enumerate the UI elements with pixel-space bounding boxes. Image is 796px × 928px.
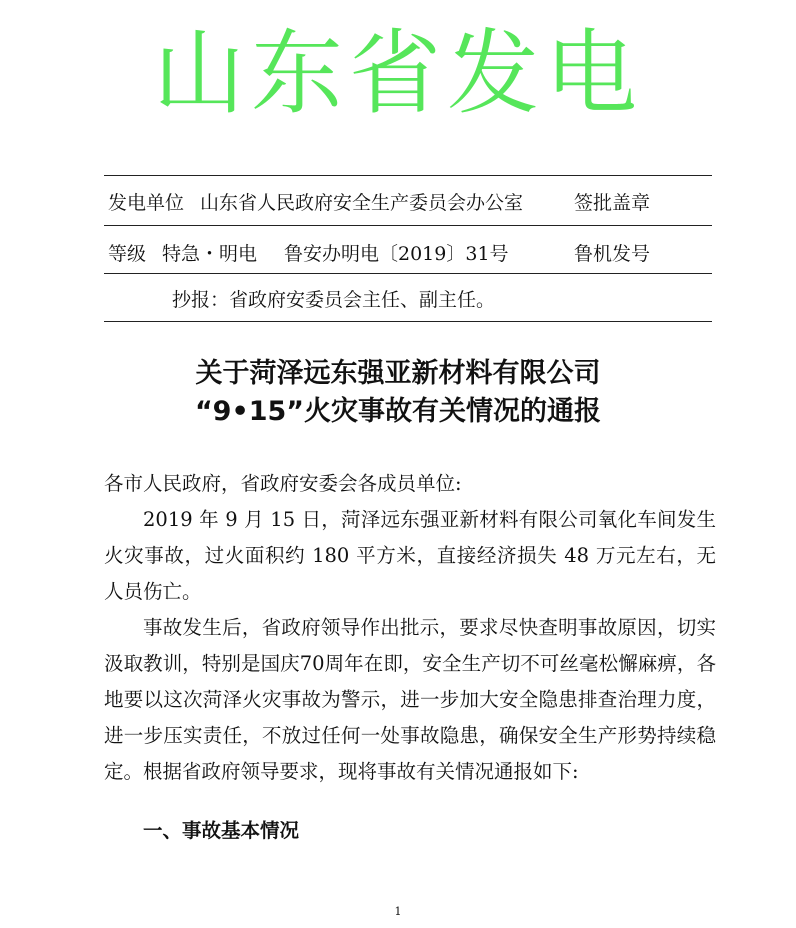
sender-label: 发电单位 [108,192,185,214]
header-rule-bottom [104,321,712,322]
section-heading: 一、事故基本情况 [143,819,300,842]
page-number: 1 [394,905,402,918]
document-body [104,466,716,790]
cc-text: 抄报：省政府安委员会主任、副主任。 [172,289,496,311]
salutation: 各市人民政府，省政府安委会各成员单位: [104,472,462,495]
body-paragraph-1: 2019 年 9 月 15 日，菏泽远东强亚新材料有限公司氧化车间发生火灾事故，过火面积约 180 平方米，直接经济损失 48 万元左右，无人员伤亡。 [104,508,716,603]
approval-label: 签批盖章 [574,192,651,214]
body-paragraph-2: 事故发生后，省政府领导作出批示，要求尽快查明事故原因，切实汲取教训，特别是国庆70周年在即，安全生产切不可丝毫松懈麻痹，各地要以这次菏泽火灾事故为警示，进一步加大安全隐患排查治理力度，进一步压实责任，不放过任何一处事故隐患，确保安全生产形势持续稳定。根据省政府领导要求，现将事故有关情况通报如下: [104,616,716,783]
sender-value: 山东省人民政府安全生产委员会办公室 [200,192,524,214]
document-title-line-1: 关于菏泽远东强亚新材料有限公司 [195,358,601,389]
level-label: 等级 [108,243,147,265]
level-value: 特急・明电 [162,243,258,265]
header-rule-top [104,175,712,176]
document-title-line-2: “9•15”火灾事故有关情况的通报 [194,396,602,427]
header-rule-3 [104,273,712,274]
document-number: 鲁安办明电〔2019〕31号 [284,243,509,265]
masthead-title: 山东省发电 [152,20,643,127]
machine-number-label: 鲁机发号 [574,243,651,265]
header-rule-2 [104,225,712,226]
